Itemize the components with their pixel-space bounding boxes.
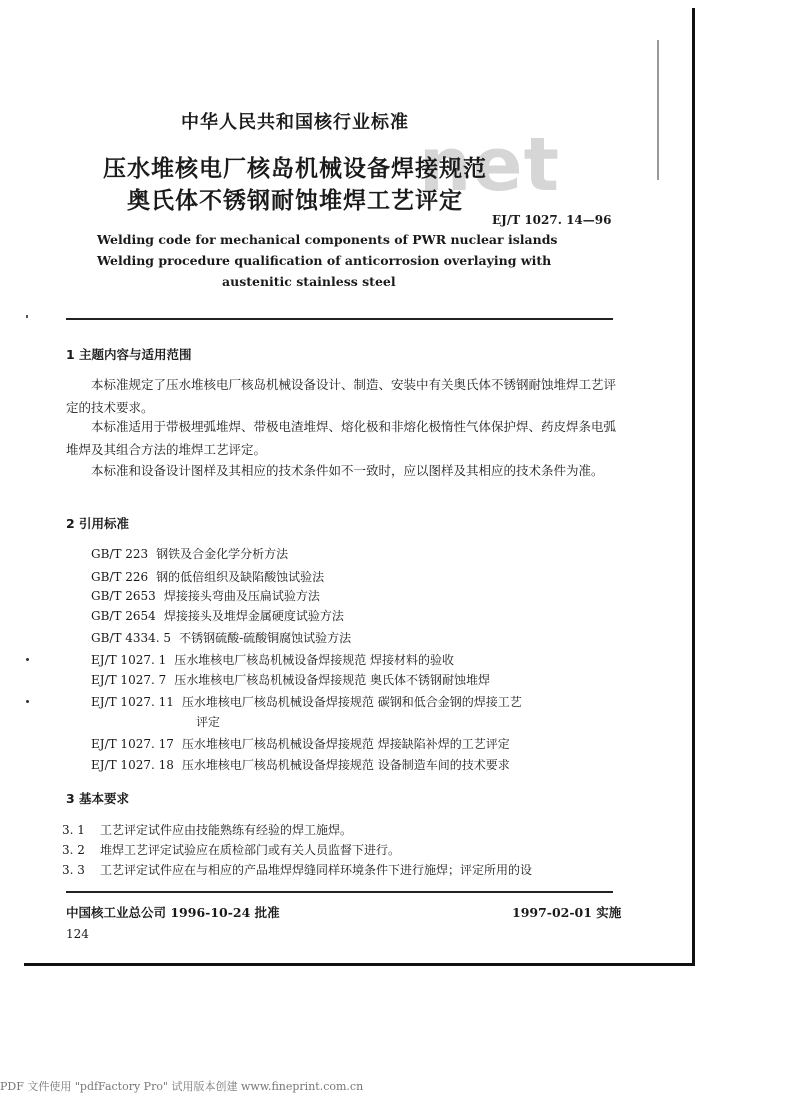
margin-mark: [26, 658, 29, 661]
english-title-line-2: Welding procedure qualification of anticorrosion overlaying with: [97, 253, 552, 268]
reference-item: GB/T 223 钢铁及合金化学分析方法: [91, 547, 289, 561]
reference-item: EJ/T 1027. 17 压水堆核电厂核岛机械设备焊接规范 焊接缺陷补焊的工艺评定: [91, 737, 510, 751]
header-divider: [66, 318, 613, 320]
approval-date: 中国核工业总公司 1996-10-24 批准: [66, 905, 280, 920]
scan-speck: [26, 315, 28, 318]
reference-item: GB/T 4334. 5 不锈钢硫酸-硫酸铜腐蚀试验方法: [91, 631, 352, 645]
reference-item: GB/T 2653 焊接接头弯曲及压扁试验方法: [91, 589, 320, 603]
scan-edge-marks: [657, 40, 659, 180]
clause-item: 3. 3 工艺评定试件应在与相应的产品堆焊焊缝同样环境条件下进行施焊；评定所用的设: [62, 863, 533, 877]
section-2-heading: 2 引用标准: [66, 516, 130, 531]
reference-item: GB/T 226 钢的低倍组织及缺陷酸蚀试验法: [91, 570, 325, 584]
footer-divider: [66, 891, 613, 893]
clause-item: 3. 1 工艺评定试件应由技能熟练有经验的焊工施焊。: [62, 823, 353, 837]
page-number: 124: [66, 927, 89, 941]
english-title-line-1: Welding code for mechanical components of PWR nuclear islands: [97, 232, 558, 247]
clause-item: 3. 2 堆焊工艺评定试验应在质检部门或有关人员监督下进行。: [62, 843, 401, 857]
issuing-organization: 中华人民共和国核行业标准: [181, 112, 409, 133]
section-1-paragraph: 本标准和设备设计图样及其相应的技术条件如不一致时，应以图样及其相应的技术条件为准。: [91, 463, 604, 478]
watermark: net: [418, 122, 560, 208]
page-border-right: [692, 8, 695, 966]
page-border-bottom: [24, 963, 695, 966]
reference-item: EJ/T 1027. 11 压水堆核电厂核岛机械设备焊接规范 碳钢和低合金钢的焊接工艺: [91, 695, 522, 709]
pdf-trial-note: PDF 文件使用 "pdfFactory Pro" 试用版本创建 www.fineprint.com.cn: [0, 1080, 364, 1093]
section-1-paragraph: 本标准规定了压水堆核电厂核岛机械设备设计、制造、安装中有关奥氏体不锈钢耐蚀堆焊工艺评定的技术要求。: [66, 377, 617, 415]
margin-mark: [26, 700, 29, 703]
reference-item: EJ/T 1027. 1 压水堆核电厂核岛机械设备焊接规范 焊接材料的验收: [91, 653, 455, 667]
reference-item: EJ/T 1027. 7 压水堆核电厂核岛机械设备焊接规范 奥氏体不锈钢耐蚀堆焊: [91, 673, 491, 687]
english-title-line-3: austenitic stainless steel: [222, 274, 396, 289]
document-title: 压水堆核电厂核岛机械设备焊接规范: [103, 156, 487, 182]
section-1-heading: 1 主题内容与适用范围: [66, 347, 192, 362]
section-3-heading: 3 基本要求: [66, 791, 130, 806]
reference-item: EJ/T 1027. 18 压水堆核电厂核岛机械设备焊接规范 设备制造车间的技术要求: [91, 758, 510, 772]
section-1-paragraph: 本标准适用于带极埋弧堆焊、带极电渣堆焊、熔化极和非熔化极惰性气体保护焊、药皮焊条电弧堆焊及其组合方法的堆焊工艺评定。: [66, 419, 617, 457]
document-subtitle: 奥氏体不锈钢耐蚀堆焊工艺评定: [127, 188, 463, 214]
reference-item-continuation: 评定: [196, 715, 221, 729]
reference-item: GB/T 2654 焊接接头及堆焊金属硬度试验方法: [91, 609, 344, 623]
standard-code: EJ/T 1027. 14—96: [492, 213, 612, 227]
effective-date: 1997-02-01 实施: [512, 905, 622, 920]
